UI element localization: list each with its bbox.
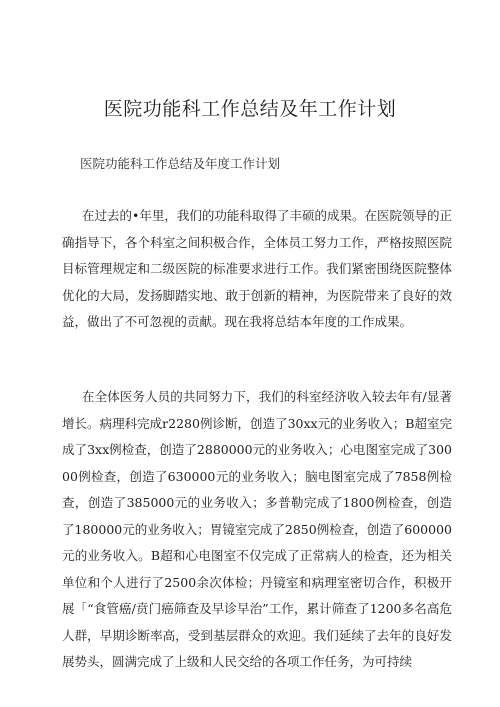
body-paragraph-2: 在全体医务人员的共同努力下，我们的科室经济收入较去年有/显著增长。病理科完成r2280例诊断，创造了30xx元的业务收入；B超室完成了3xx例检查，创造了2880000元的业务收入；心电图室完成了30000例检查，创造了630000元的业务收入；脑电图室完成了7858例检查，创造了385000元的业务收入；多普勒完成了1800例检查，创造了180000元的业务收入；胃镜室完成了2850例检查，创造了600000元的业务收入。B超和心电图室不仅完成了正常病人的检查，还为相关单位和个人进行了2500余次体检；丹镜室和病理室密切合作，积极开展「“食管癌/贲门癌筛查及早诊早治”工作，累计筛查了1200多名高危人群，早期诊断率高，受到基层群众的欢迎。我们延续了去年的良好发展势头，圆满完成了上级和人民交给的各项工作任务，为可持续 <box>62 389 452 669</box>
document-subtitle: 医院功能科工作总结及年度工作计划 <box>80 156 281 171</box>
body-paragraph-1: 在过去的•年里，我们的功能科取得了丰硕的成果。在医院领导的正确指导下，各个科室之间积极合作，全体员工努力工作，严格按照医院目标管理规定和二级医院的标准要求进行工作。我们紧密围绕医院整体优化的大局，发扬脚踏实地、敢于创新的精神，为医院带来了良好的效益，做出了不可忽视的贡献。现在我将总结本年度的工作成果。 <box>62 208 452 329</box>
document-title: 医院功能科工作总结及年工作计划 <box>103 98 397 120</box>
